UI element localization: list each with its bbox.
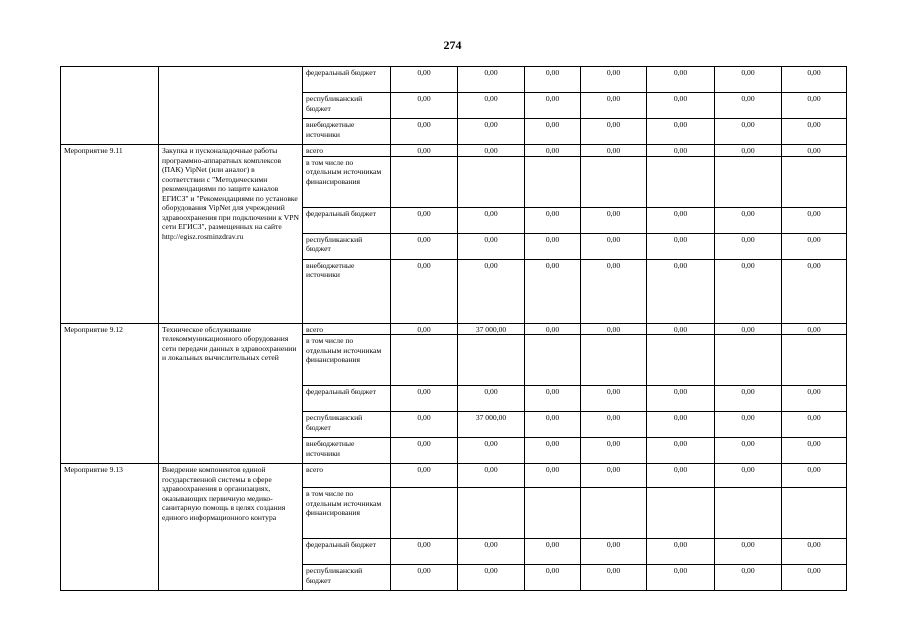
- value-cell: 0,00: [647, 67, 715, 93]
- value-cell: 0,00: [458, 539, 525, 565]
- budget-table: [60, 66, 847, 591]
- value-cell: 0,00: [525, 386, 581, 412]
- value-cell: 0,00: [647, 386, 715, 412]
- value-cell: 0,00: [391, 539, 458, 565]
- value-cell: 0,00: [715, 233, 782, 259]
- value-cell: 0,00: [458, 93, 525, 119]
- value-cell: 0,00: [782, 539, 847, 565]
- measure-name-cell: Мероприятие 9.12: [61, 323, 159, 464]
- value-cell: 0,00: [581, 67, 647, 93]
- value-cell: 0,00: [525, 119, 581, 145]
- value-cell: 0,00: [782, 119, 847, 145]
- value-cell: 0,00: [581, 119, 647, 145]
- value-cell: 0,00: [715, 438, 782, 464]
- value-cell: 0,00: [525, 93, 581, 119]
- value-cell: 0,00: [391, 438, 458, 464]
- value-cell: 0,00: [715, 67, 782, 93]
- value-cell: 0,00: [581, 539, 647, 565]
- source-label: всего: [303, 323, 391, 335]
- value-cell: 0,00: [715, 412, 782, 438]
- empty-cell: [581, 156, 647, 207]
- empty-cell: [647, 335, 715, 386]
- value-cell: 0,00: [581, 323, 647, 335]
- value-cell: 0,00: [715, 539, 782, 565]
- page-number: 274: [443, 38, 462, 52]
- value-cell: 0,00: [782, 93, 847, 119]
- value-cell: 0,00: [525, 539, 581, 565]
- value-cell: 0,00: [391, 119, 458, 145]
- empty-cell: [458, 156, 525, 207]
- source-label: в том числе по отдельным источникам финансирования: [303, 156, 391, 207]
- value-cell: 0,00: [458, 207, 525, 233]
- value-cell: 0,00: [782, 438, 847, 464]
- empty-cell: [525, 156, 581, 207]
- table-row: [61, 323, 847, 335]
- value-cell: 0,00: [715, 119, 782, 145]
- value-cell: 0,00: [782, 233, 847, 259]
- value-cell: 0,00: [458, 259, 525, 323]
- value-cell: 0,00: [458, 565, 525, 591]
- value-cell: 0,00: [647, 259, 715, 323]
- measure-description-cell: Внедрение компонентов единой государственной системы в сфере здравоохранения в организациях, оказывающих первичную медико-санитарную помощь в целях создания единого информационного контура: [159, 464, 303, 591]
- source-label: федеральный бюджет: [303, 207, 391, 233]
- measure-name-cell: Мероприятие 9.13: [61, 464, 159, 591]
- value-cell: 0,00: [391, 233, 458, 259]
- value-cell: 0,00: [525, 259, 581, 323]
- value-cell: 0,00: [391, 386, 458, 412]
- value-cell: 0,00: [715, 323, 782, 335]
- value-cell: 0,00: [581, 233, 647, 259]
- value-cell: 0,00: [525, 145, 581, 157]
- value-cell: 0,00: [525, 207, 581, 233]
- source-label: внебюджетные источники: [303, 438, 391, 464]
- source-label: федеральный бюджет: [303, 539, 391, 565]
- source-label: республиканский бюджет: [303, 412, 391, 438]
- table-row: [61, 67, 847, 93]
- value-cell: 0,00: [782, 323, 847, 335]
- empty-cell: [525, 335, 581, 386]
- value-cell: 0,00: [391, 565, 458, 591]
- value-cell: 0,00: [715, 207, 782, 233]
- value-cell: 0,00: [647, 93, 715, 119]
- value-cell: 0,00: [782, 464, 847, 488]
- value-cell: 0,00: [647, 438, 715, 464]
- value-cell: 0,00: [647, 145, 715, 157]
- value-cell: 0,00: [715, 565, 782, 591]
- value-cell: 0,00: [715, 386, 782, 412]
- value-cell: 37 000,00: [458, 323, 525, 335]
- value-cell: 0,00: [581, 464, 647, 488]
- empty-cell: [782, 335, 847, 386]
- value-cell: 0,00: [715, 464, 782, 488]
- source-label: федеральный бюджет: [303, 67, 391, 93]
- value-cell: 0,00: [581, 145, 647, 157]
- empty-cell: [458, 335, 525, 386]
- value-cell: 0,00: [525, 438, 581, 464]
- value-cell: 0,00: [581, 207, 647, 233]
- value-cell: 0,00: [647, 119, 715, 145]
- empty-cell: [391, 156, 458, 207]
- value-cell: 0,00: [715, 145, 782, 157]
- measure-name-cell: [61, 67, 159, 145]
- empty-cell: [525, 488, 581, 539]
- value-cell: 0,00: [782, 412, 847, 438]
- value-cell: 0,00: [391, 412, 458, 438]
- measure-description-cell: Закупка и пусконаладочные работы программно-аппаратных комплексов (ПАК) VipNet (или аналог) в соответствии с "Методическими рекомендациями по защите каналов ЕГИСЗ" и "Рекомендациями по установке оборудования VipNet для учреждений здравоохранения при подключении к VPN сети ЕГИСЗ", размещенных на сайте http://egisz.rosminzdrav.ru: [159, 145, 303, 324]
- source-label: республиканский бюджет: [303, 565, 391, 591]
- value-cell: 0,00: [647, 565, 715, 591]
- value-cell: 0,00: [525, 412, 581, 438]
- value-cell: 0,00: [715, 93, 782, 119]
- empty-cell: [581, 488, 647, 539]
- value-cell: 0,00: [391, 323, 458, 335]
- value-cell: 0,00: [782, 259, 847, 323]
- value-cell: 0,00: [391, 207, 458, 233]
- empty-cell: [782, 488, 847, 539]
- source-label: в том числе по отдельным источникам финансирования: [303, 335, 391, 386]
- value-cell: 0,00: [391, 259, 458, 323]
- measure-description-cell: Техническое обслуживание телекоммуникационного оборудования сети передачи данных в здравоохранении и локальных вычислительных сетей: [159, 323, 303, 464]
- value-cell: 0,00: [647, 464, 715, 488]
- source-label: республиканский бюджет: [303, 233, 391, 259]
- value-cell: 0,00: [458, 145, 525, 157]
- value-cell: 0,00: [525, 233, 581, 259]
- source-label: республиканский бюджет: [303, 93, 391, 119]
- empty-cell: [391, 335, 458, 386]
- value-cell: 0,00: [715, 259, 782, 323]
- value-cell: 0,00: [647, 412, 715, 438]
- value-cell: 0,00: [581, 259, 647, 323]
- source-label: внебюджетные источники: [303, 119, 391, 145]
- empty-cell: [715, 335, 782, 386]
- value-cell: 0,00: [782, 565, 847, 591]
- value-cell: 0,00: [525, 67, 581, 93]
- value-cell: 0,00: [391, 464, 458, 488]
- empty-cell: [647, 488, 715, 539]
- empty-cell: [391, 488, 458, 539]
- value-cell: 0,00: [458, 233, 525, 259]
- value-cell: 0,00: [782, 207, 847, 233]
- value-cell: 0,00: [581, 438, 647, 464]
- source-label: федеральный бюджет: [303, 386, 391, 412]
- value-cell: 0,00: [525, 464, 581, 488]
- source-label: всего: [303, 145, 391, 157]
- source-label: в том числе по отдельным источникам финансирования: [303, 488, 391, 539]
- source-label: внебюджетные источники: [303, 259, 391, 323]
- value-cell: 37 000,00: [458, 412, 525, 438]
- value-cell: 0,00: [581, 93, 647, 119]
- empty-cell: [715, 156, 782, 207]
- empty-cell: [782, 156, 847, 207]
- value-cell: 0,00: [581, 412, 647, 438]
- value-cell: 0,00: [458, 67, 525, 93]
- table-row: [61, 464, 847, 488]
- measure-name-cell: Мероприятие 9.11: [61, 145, 159, 324]
- source-label: всего: [303, 464, 391, 488]
- value-cell: 0,00: [782, 386, 847, 412]
- value-cell: 0,00: [391, 93, 458, 119]
- value-cell: 0,00: [458, 438, 525, 464]
- value-cell: 0,00: [647, 233, 715, 259]
- value-cell: 0,00: [581, 386, 647, 412]
- value-cell: 0,00: [647, 323, 715, 335]
- value-cell: 0,00: [647, 207, 715, 233]
- value-cell: 0,00: [581, 565, 647, 591]
- value-cell: 0,00: [647, 539, 715, 565]
- value-cell: 0,00: [391, 67, 458, 93]
- value-cell: 0,00: [525, 323, 581, 335]
- table-row: [61, 145, 847, 157]
- empty-cell: [647, 156, 715, 207]
- value-cell: 0,00: [458, 386, 525, 412]
- value-cell: 0,00: [525, 565, 581, 591]
- value-cell: 0,00: [391, 145, 458, 157]
- value-cell: 0,00: [782, 145, 847, 157]
- empty-cell: [458, 488, 525, 539]
- value-cell: 0,00: [458, 464, 525, 488]
- empty-cell: [715, 488, 782, 539]
- value-cell: 0,00: [782, 67, 847, 93]
- empty-cell: [581, 335, 647, 386]
- measure-description-cell: [159, 67, 303, 145]
- value-cell: 0,00: [458, 119, 525, 145]
